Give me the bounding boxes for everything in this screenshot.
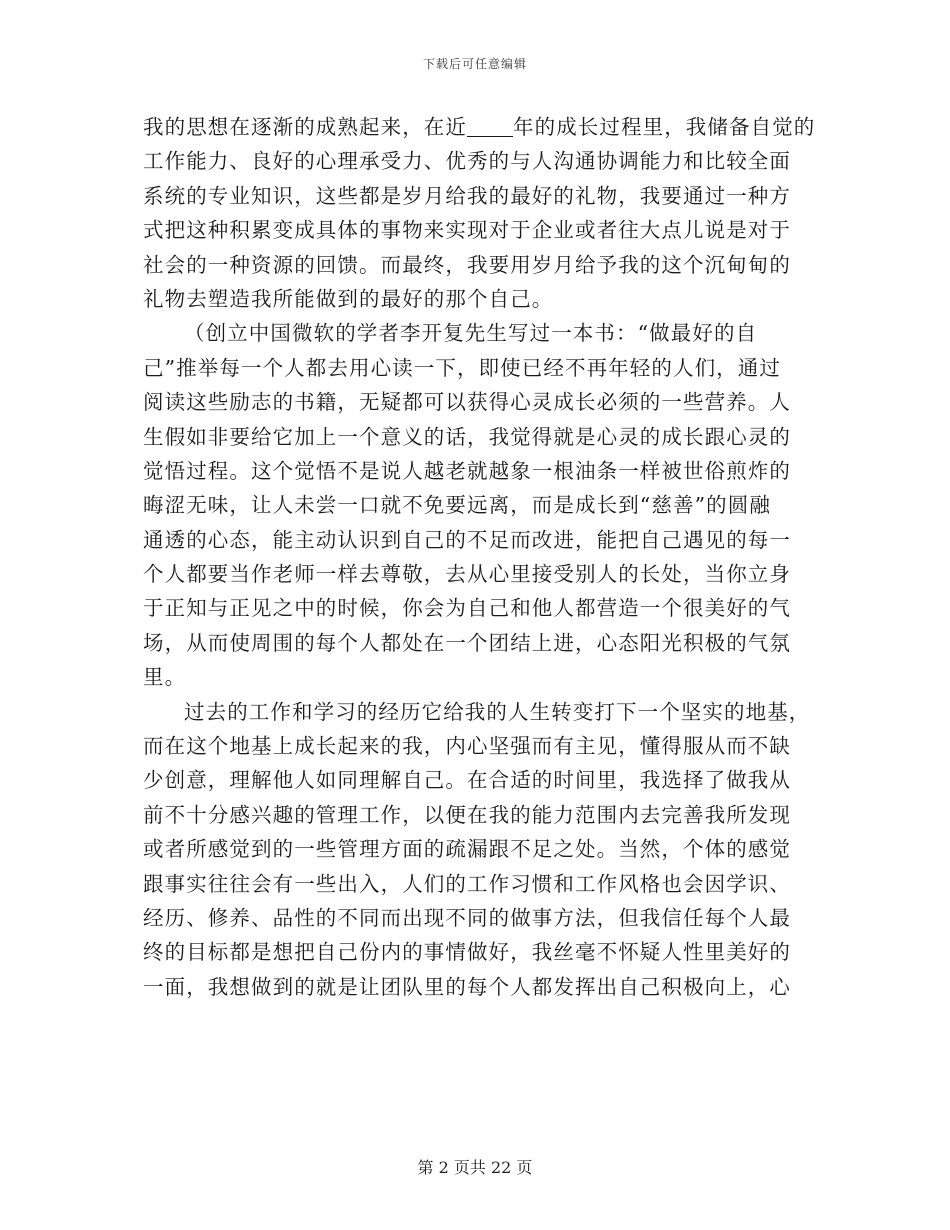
fill-in-blank bbox=[467, 116, 513, 137]
paragraph-2-line-10: 场，从而使周围的每个人都处在一个团结上进，心态阳光积极的气氛 bbox=[143, 630, 791, 655]
paragraph-2-line-11: 里。 bbox=[143, 665, 187, 690]
paragraph-2-line-9: 于正知与正见之中的时候，你会为自己和他人都营造一个很美好的气 bbox=[143, 596, 791, 621]
paragraph-2-line-5: 觉悟过程。这个觉悟不是说人越老就越象一根油条一样被世俗煎炸的 bbox=[143, 458, 791, 483]
paragraph-2-line-6: 晦涩无味，让人未尝一口就不免要远离，而是成长到“慈善”的圆融 bbox=[143, 493, 771, 518]
paragraph-1-line-6: 礼物去塑造我所能做到的最好的那个自己。 bbox=[143, 286, 554, 311]
paragraph-3-line-9: 一面，我想做到的就是让团队里的每个人都发挥出自己积极向上，心 bbox=[143, 974, 791, 999]
paragraph-2-line-3: 阅读这些励志的书籍，无疑都可以获得心灵成长必须的一些营养。人 bbox=[143, 390, 791, 415]
paragraph-3-line-2: 而在这个地基上成长起来的我，内心坚强而有主见，懂得服从而不缺 bbox=[143, 734, 791, 759]
document-body bbox=[143, 110, 816, 1004]
paragraph-3-line-7: 经历、修养、品性的不同而出现不同的做事方法，但我信任每个人最 bbox=[143, 905, 791, 930]
paragraph-3-line-6: 跟事实往往会有一些出入，人们的工作习惯和工作风格也会因学识、 bbox=[143, 871, 791, 896]
paragraph-1-line-1 bbox=[143, 110, 816, 144]
paragraph-1-line-4: 式把这种积累变成具体的事物来实现对于企业或者往大点儿说是对于 bbox=[143, 218, 791, 243]
paragraph-1-line-3: 系统的专业知识，这些都是岁月给我的最好的礼物，我要通过一种方 bbox=[143, 183, 791, 208]
paragraph-3-line-3: 少创意，理解他人如同理解自己。在合适的时间里，我选择了做我从 bbox=[143, 768, 791, 793]
paragraph-3-line-1: 过去的工作和学习的经历它给我的人生转变打下一个坚实的地基， bbox=[184, 699, 811, 724]
paragraph-3-line-8: 终的目标都是想把自己份内的事情做好，我丝毫不怀疑人性里美好的 bbox=[143, 940, 791, 965]
paragraph-2-line-8: 个人都要当作老师一样去尊敬，去从心里接受别人的长处，当你立身 bbox=[143, 562, 791, 587]
paragraph-2-line-4: 生假如非要给它加上一个意义的话，我觉得就是心灵的成长跟心灵的 bbox=[143, 424, 791, 449]
paragraph-3-line-5: 或者所感觉到的一些管理方面的疏漏跟不足之处。当然，个体的感觉 bbox=[143, 837, 791, 862]
paragraph-3-line-4: 前不十分感兴趣的管理工作，以便在我的能力范围内去完善我所发现 bbox=[143, 802, 791, 827]
paragraph-2-line-1: （创立中国微软的学者李开复先生写过一本书：“做最好的自 bbox=[184, 321, 758, 346]
paragraph-2-line-2: 己”推举每一个人都去用心读一下，即使已经不再年轻的人们，通过 bbox=[143, 355, 781, 380]
text-segment: 我的思想在逐渐的成熟起来，在近 bbox=[143, 115, 467, 139]
paragraph-1-line-2: 工作能力、良好的心理承受力、优秀的与人沟通协调能力和比较全面 bbox=[143, 149, 791, 174]
text-segment: 年的成长过程里，我储备自觉的 bbox=[513, 115, 816, 139]
page-number-footer: 第 2 页共 22 页 bbox=[417, 1158, 533, 1177]
page-header: 下载后可任意编辑 bbox=[422, 57, 527, 71]
paragraph-2-line-7: 通透的心态，能主动认识到自己的不足而改进，能把自己遇见的每一 bbox=[143, 527, 791, 552]
paragraph-1-line-5: 社会的一种资源的回馈。而最终，我要用岁月给予我的这个沉甸甸的 bbox=[143, 252, 791, 277]
